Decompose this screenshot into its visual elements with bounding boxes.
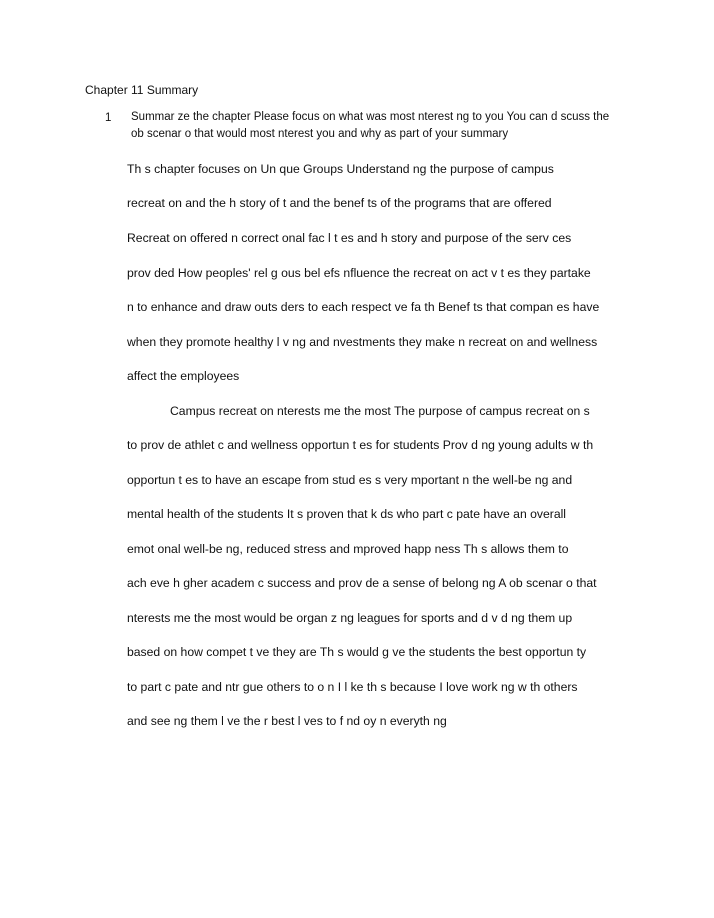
response-line-5: n to enhance and draw outs ders to each respect ve fa th Benef ts that compan es have <box>127 300 600 314</box>
question-line-1: Summar ze the chapter Please focus on what was most nterest ng to you You can d scuss the <box>131 111 610 123</box>
response-line-15: based on how compet t ve they are Th s would g ve the students the best opportun ty <box>127 645 587 659</box>
response-line-7: affect the employees <box>127 369 240 383</box>
page-title: Chapter 11 Summary <box>85 83 199 97</box>
response-line-8: Campus recreat on nterests me the most The purpose of campus recreat on s <box>170 404 590 418</box>
response-line-3: Recreat on offered n correct onal fac l t es and h story and purpose of the serv ces <box>127 231 572 245</box>
question-number: 1 <box>105 112 112 124</box>
response-line-4: prov ded How peoples' rel g ous bel efs nfluence the recreat on act v t es they partake <box>127 266 591 280</box>
response-line-6: when they promote healthy l v ng and nvestments they make n recreat on and wellness <box>127 335 598 349</box>
response-line-2: recreat on and the h story of t and the benef ts of the programs that are offered <box>127 196 552 210</box>
response-line-13: ach eve h gher academ c success and prov de a sense of belong ng A ob scenar o that <box>127 576 597 590</box>
response-line-16: to part c pate and ntr gue others to o n I l ke th s because I love work ng w th others <box>127 680 578 694</box>
response-line-1: Th s chapter focuses on Un que Groups Understand ng the purpose of campus <box>127 162 554 176</box>
response-line-12: emot onal well-be ng, reduced stress and mproved happ ness Th s allows them to <box>127 542 569 556</box>
response-line-9: to prov de athlet c and wellness opportun t es for students Prov d ng young adults w th <box>127 438 594 452</box>
response-line-14: nterests me the most would be organ z ng leagues for sports and d v d ng them up <box>127 611 573 625</box>
response-line-11: mental health of the students It s proven that k ds who part c pate have an overall <box>127 507 567 521</box>
question-line-2: ob scenar o that would most nterest you and why as part of your summary <box>131 128 509 140</box>
response-line-17: and see ng them l ve the r best l ves to f nd oy n everyth ng <box>127 714 447 728</box>
response-line-10: opportun t es to have an escape from stud es s very mportant n the well-be ng and <box>127 473 573 487</box>
